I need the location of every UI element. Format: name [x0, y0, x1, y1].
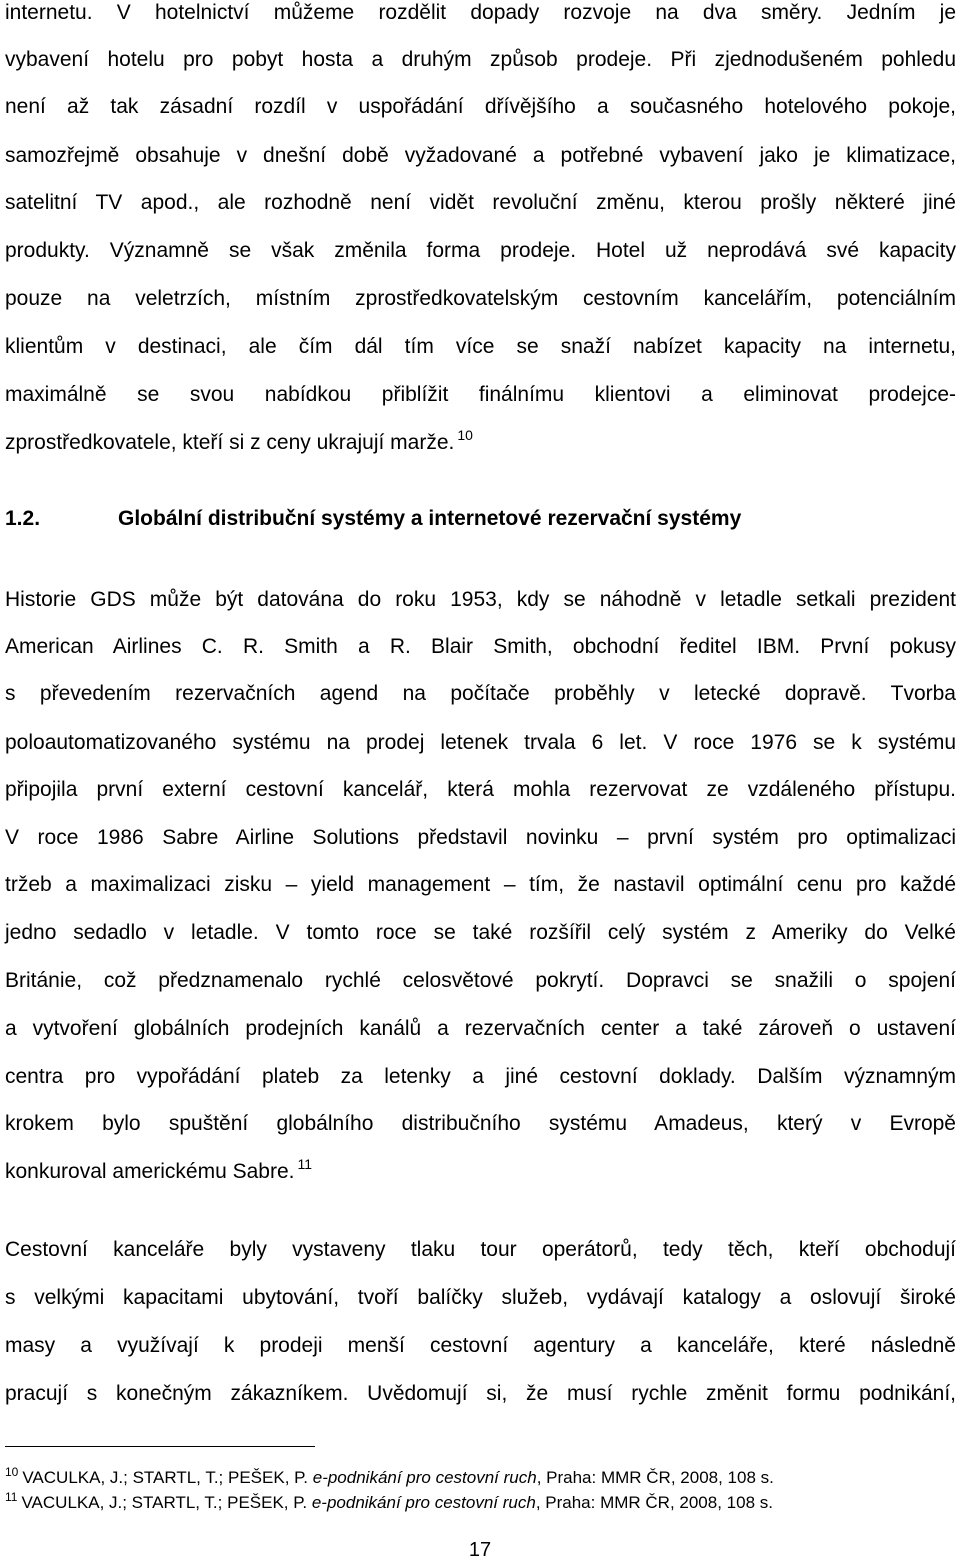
paragraph-3-line: pracují s konečným zákazníkem. Uvědomují si, že musí rychle změnit formu podnikání, — [5, 1382, 956, 1405]
section-title: Globální distribuční systémy a internetové rezervační systémy — [118, 507, 742, 530]
footnote-reference: 11 — [297, 1156, 313, 1172]
footnote — [5, 1492, 956, 1514]
paragraph-2-line: poloautomatizovaného systému na prodej letenek trvala 6 let. V roce 1976 se k systému — [5, 731, 956, 754]
paragraph-1-line: pouze na veletrzích, místním zprostředkovatelským cestovním kancelářím, potenciálním — [5, 287, 956, 310]
footnote-title: e-podnikání pro cestovní ruch — [312, 1468, 537, 1487]
paragraph-3-line: masy a využívají k prodeji menší cestovní agentury a kanceláře, které následně — [5, 1334, 956, 1357]
paragraph-2-line: jedno sedadlo v letadle. V tomto roce se také rozšířil celý systém z Ameriky do Velké — [5, 921, 956, 944]
paragraph-1-line: maximálně se svou nabídkou přiblížit finálnímu klientovi a eliminovat prodejce- — [5, 383, 956, 406]
footnote — [5, 1467, 956, 1489]
footnote-title: e-podnikání pro cestovní ruch — [311, 1493, 536, 1512]
footnote-authors: VACULKA, J.; STARTL, T.; PEŠEK, P. — [21, 1493, 312, 1512]
footnote-number: 10 — [5, 1465, 19, 1479]
footnote-number: 11 — [5, 1490, 18, 1504]
paragraph-2-line: Historie GDS může být datována do roku 1953, kdy se náhodně v letadle setkali prezident — [5, 588, 956, 611]
footnote-rest: , Praha: MMR ČR, 2008, 108 s. — [536, 1468, 774, 1487]
paragraph-1-line: vybavení hotelu pro pobyt hosta a druhým způsob prodeje. Při zjednodušeném pohledu — [5, 48, 956, 71]
paragraph-2-line: American Airlines C. R. Smith a R. Blair Smith, obchodní ředitel IBM. První pokusy — [5, 635, 956, 658]
paragraph-2-line: krokem bylo spuštění globálního distribučního systému Amadeus, který v Evropě — [5, 1112, 956, 1135]
paragraph-2-line: připojila první externí cestovní kancelář, která mohla rezervovat ze vzdáleného přístupu. — [5, 778, 956, 801]
footnote-reference: 10 — [457, 427, 473, 443]
paragraph-1-line: samozřejmě obsahuje v dnešní době vyžadované a potřebné vybavení jako je klimatizace, — [5, 144, 956, 167]
paragraph-2-line: centra pro vypořádání plateb za letenky a jiné cestovní doklady. Dalším významným — [5, 1065, 956, 1088]
section-heading — [5, 504, 956, 534]
paragraph-1-line: produkty. Významně se však změnila forma prodeje. Hotel už neprodává své kapacity — [5, 239, 956, 262]
paragraph-1-line: satelitní TV apod., ale rozhodně není vidět revoluční změnu, kterou prošly některé jiné — [5, 191, 956, 214]
paragraph-1-line: klientům v destinaci, ale čím dál tím více se snaží nabízet kapacity na internetu, — [5, 335, 956, 358]
paragraph-1-line: není až tak zásadní rozdíl v uspořádání dřívějšího a současného hotelového pokoje, — [5, 95, 956, 118]
paragraph-1-line: internetu. V hotelnictví můžeme rozdělit dopady rozvoje na dva směry. Jedním je — [5, 1, 956, 24]
section-number: 1.2. — [5, 507, 41, 530]
paragraph-3-line: Cestovní kanceláře byly vystaveny tlaku tour operátorů, tedy těch, kteří obchodují — [5, 1238, 956, 1261]
paragraph-2-line: s převedením rezervačních agend na počítače proběhly v letecké dopravě. Tvorba — [5, 682, 956, 705]
paragraph-2-line: Británie, což předznamenalo rychlé celosvětové pokrytí. Dopravci se snažili o spojení — [5, 969, 956, 992]
paragraph-2-last-line — [5, 1158, 956, 1186]
footnote-rest: , Praha: MMR ČR, 2008, 108 s. — [535, 1493, 773, 1512]
footnote-authors: VACULKA, J.; STARTL, T.; PEŠEK, P. — [22, 1468, 313, 1487]
footnote-separator — [5, 1446, 315, 1447]
paragraph-2-line: konkuroval americkému Sabre. — [5, 1160, 295, 1183]
paragraph-1-last-line — [5, 429, 956, 457]
page-number: 17 — [468, 1539, 492, 1561]
paragraph-2-line: tržeb a maximalizaci zisku – yield management – tím, že nastavil optimální cenu pro každé — [5, 873, 956, 896]
paragraph-2-line: a vytvoření globálních prodejních kanálů a rezervačních center a také zároveň o ustavení — [5, 1017, 956, 1040]
paragraph-2-line: V roce 1986 Sabre Airline Solutions představil novinku – první systém pro optimalizaci — [5, 826, 956, 849]
paragraph-3-line: s velkými kapacitami ubytování, tvoří balíčky služeb, vydávají katalogy a oslovují široké — [5, 1286, 956, 1309]
paragraph-1-line: zprostředkovatele, kteří si z ceny ukrajují marže. — [5, 431, 455, 454]
